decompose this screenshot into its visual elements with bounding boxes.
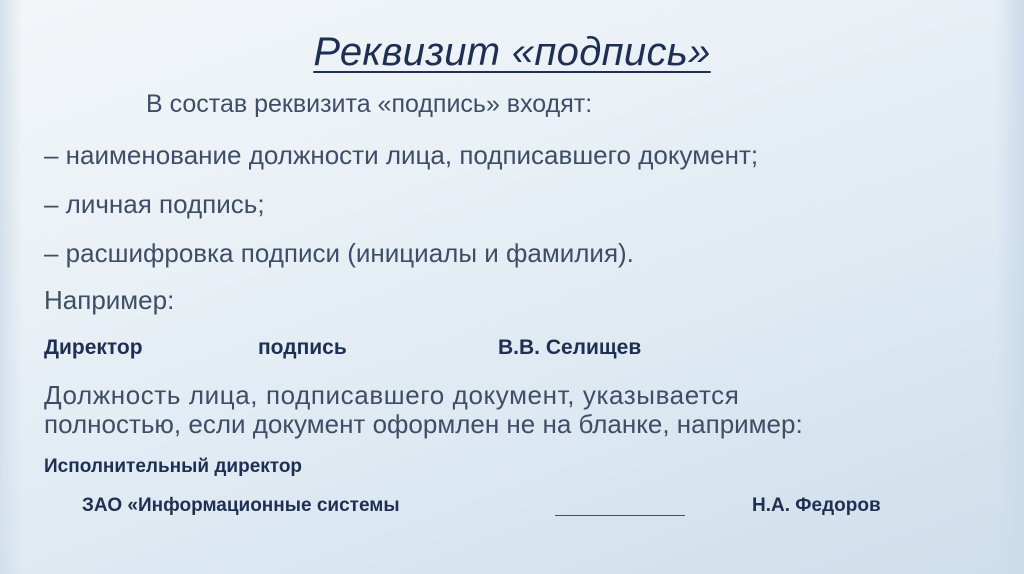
example-label: Например: <box>44 285 175 315</box>
list-item-transcript: – расшифровка подписи (инициалы и фамилия). <box>44 238 634 268</box>
list-item-signature: – личная подпись; <box>44 189 265 219</box>
example2-position-line2: ЗАО «Информационные системы <box>82 495 400 516</box>
list-item-position: – наименование должности лица, подписавшего документ; <box>44 140 759 170</box>
intro-text: В состав реквизита «подпись» входят: <box>146 90 593 118</box>
slide-title-text: Реквизит «подпись» <box>313 30 711 74</box>
example1-name: В.В. Селищев <box>498 336 642 359</box>
example1-position: Директор <box>44 336 143 359</box>
example1-signature: подпись <box>258 336 347 359</box>
description-line-1: Должность лица, подписавшего документ, указывается <box>44 380 740 410</box>
example2-name: Н.А. Федоров <box>752 495 881 516</box>
example2-position-line1: Исполнительный директор <box>44 456 303 477</box>
slide-title <box>0 30 1024 75</box>
background-left-shade <box>0 0 22 574</box>
signature-line <box>555 515 685 516</box>
description-line-2: полностью, если документ оформлен не на бланке, например: <box>44 409 803 439</box>
background-right-shade <box>996 0 1024 574</box>
